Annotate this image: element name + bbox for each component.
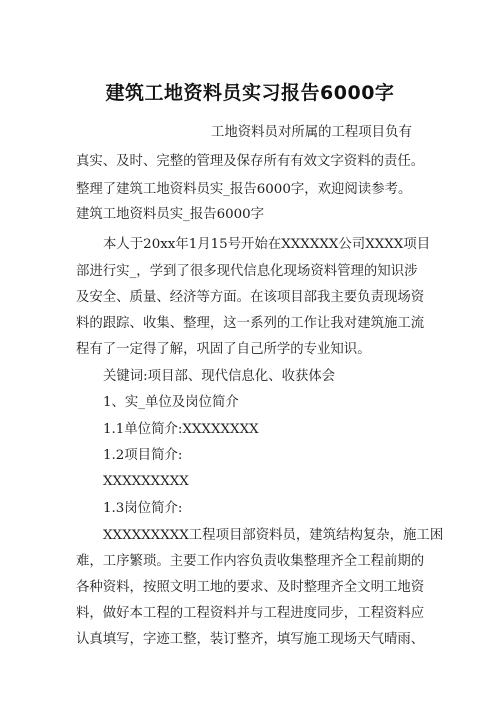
intro-line-2: 真实、及时、完整的管理及保存所有有效文字资料的责任。 <box>76 154 425 169</box>
para2-line-3: 各种资料，按照文明工地的要求、及时整理齐全文明工地资 <box>76 580 425 595</box>
intro-line-3: 整理了建筑工地资料员实_报告6000字，欢迎阅读参考。 <box>76 182 412 197</box>
para1-line-3: 及安全、质量、经济等方面。在该项目部我主要负责现场资 <box>76 290 425 305</box>
subsection-1-1: 1.1单位简介:XXXXXXXX <box>103 422 259 437</box>
para2-line-4: 料，做好本工程的工程资料并与工程进度同步，工程资料应 <box>76 606 425 621</box>
para1-line-4: 料的跟踪、收集、整理，这一系列的工作让我对建筑施工流 <box>76 316 425 331</box>
para1-line-5: 程有了一定得了解，巩固了自己所学的专业知识。 <box>76 342 371 357</box>
para2-line-5: 认真填写，字迹工整，装订整齐，填写施工现场天气晴雨、 <box>76 632 425 647</box>
subsection-1-2: 1.2项目简介: <box>103 448 183 463</box>
para1-line-2: 部进行实_，学到了很多现代信息化现场资料管理的知识涉 <box>76 264 418 279</box>
subsection-1-3: 1.3岗位简介: <box>103 501 183 516</box>
document-title: 建筑工地资料员实习报告6000字 <box>105 82 395 104</box>
subsection-1-2-value: XXXXXXXXX <box>103 474 189 489</box>
para2-line-1: XXXXXXXXX工程项目部资料员，建筑结构复杂，施工困 <box>103 528 444 543</box>
para2-line-2: 难，工序繁琐。主要工作内容负责收集整理齐全工程前期的 <box>76 554 425 569</box>
para1-line-1: 本人于20xx年1月15号开始在XXXXXX公司XXXX项目 <box>103 237 431 252</box>
keywords-line: 关键词:项目部、现代信息化、收获体会 <box>103 369 336 384</box>
section-heading-1: 1、实_单位及岗位简介 <box>103 395 239 410</box>
intro-line-4: 建筑工地资料员实_报告6000字 <box>76 207 265 222</box>
intro-line-1: 工地资料员对所属的工程项目负有 <box>211 125 412 140</box>
